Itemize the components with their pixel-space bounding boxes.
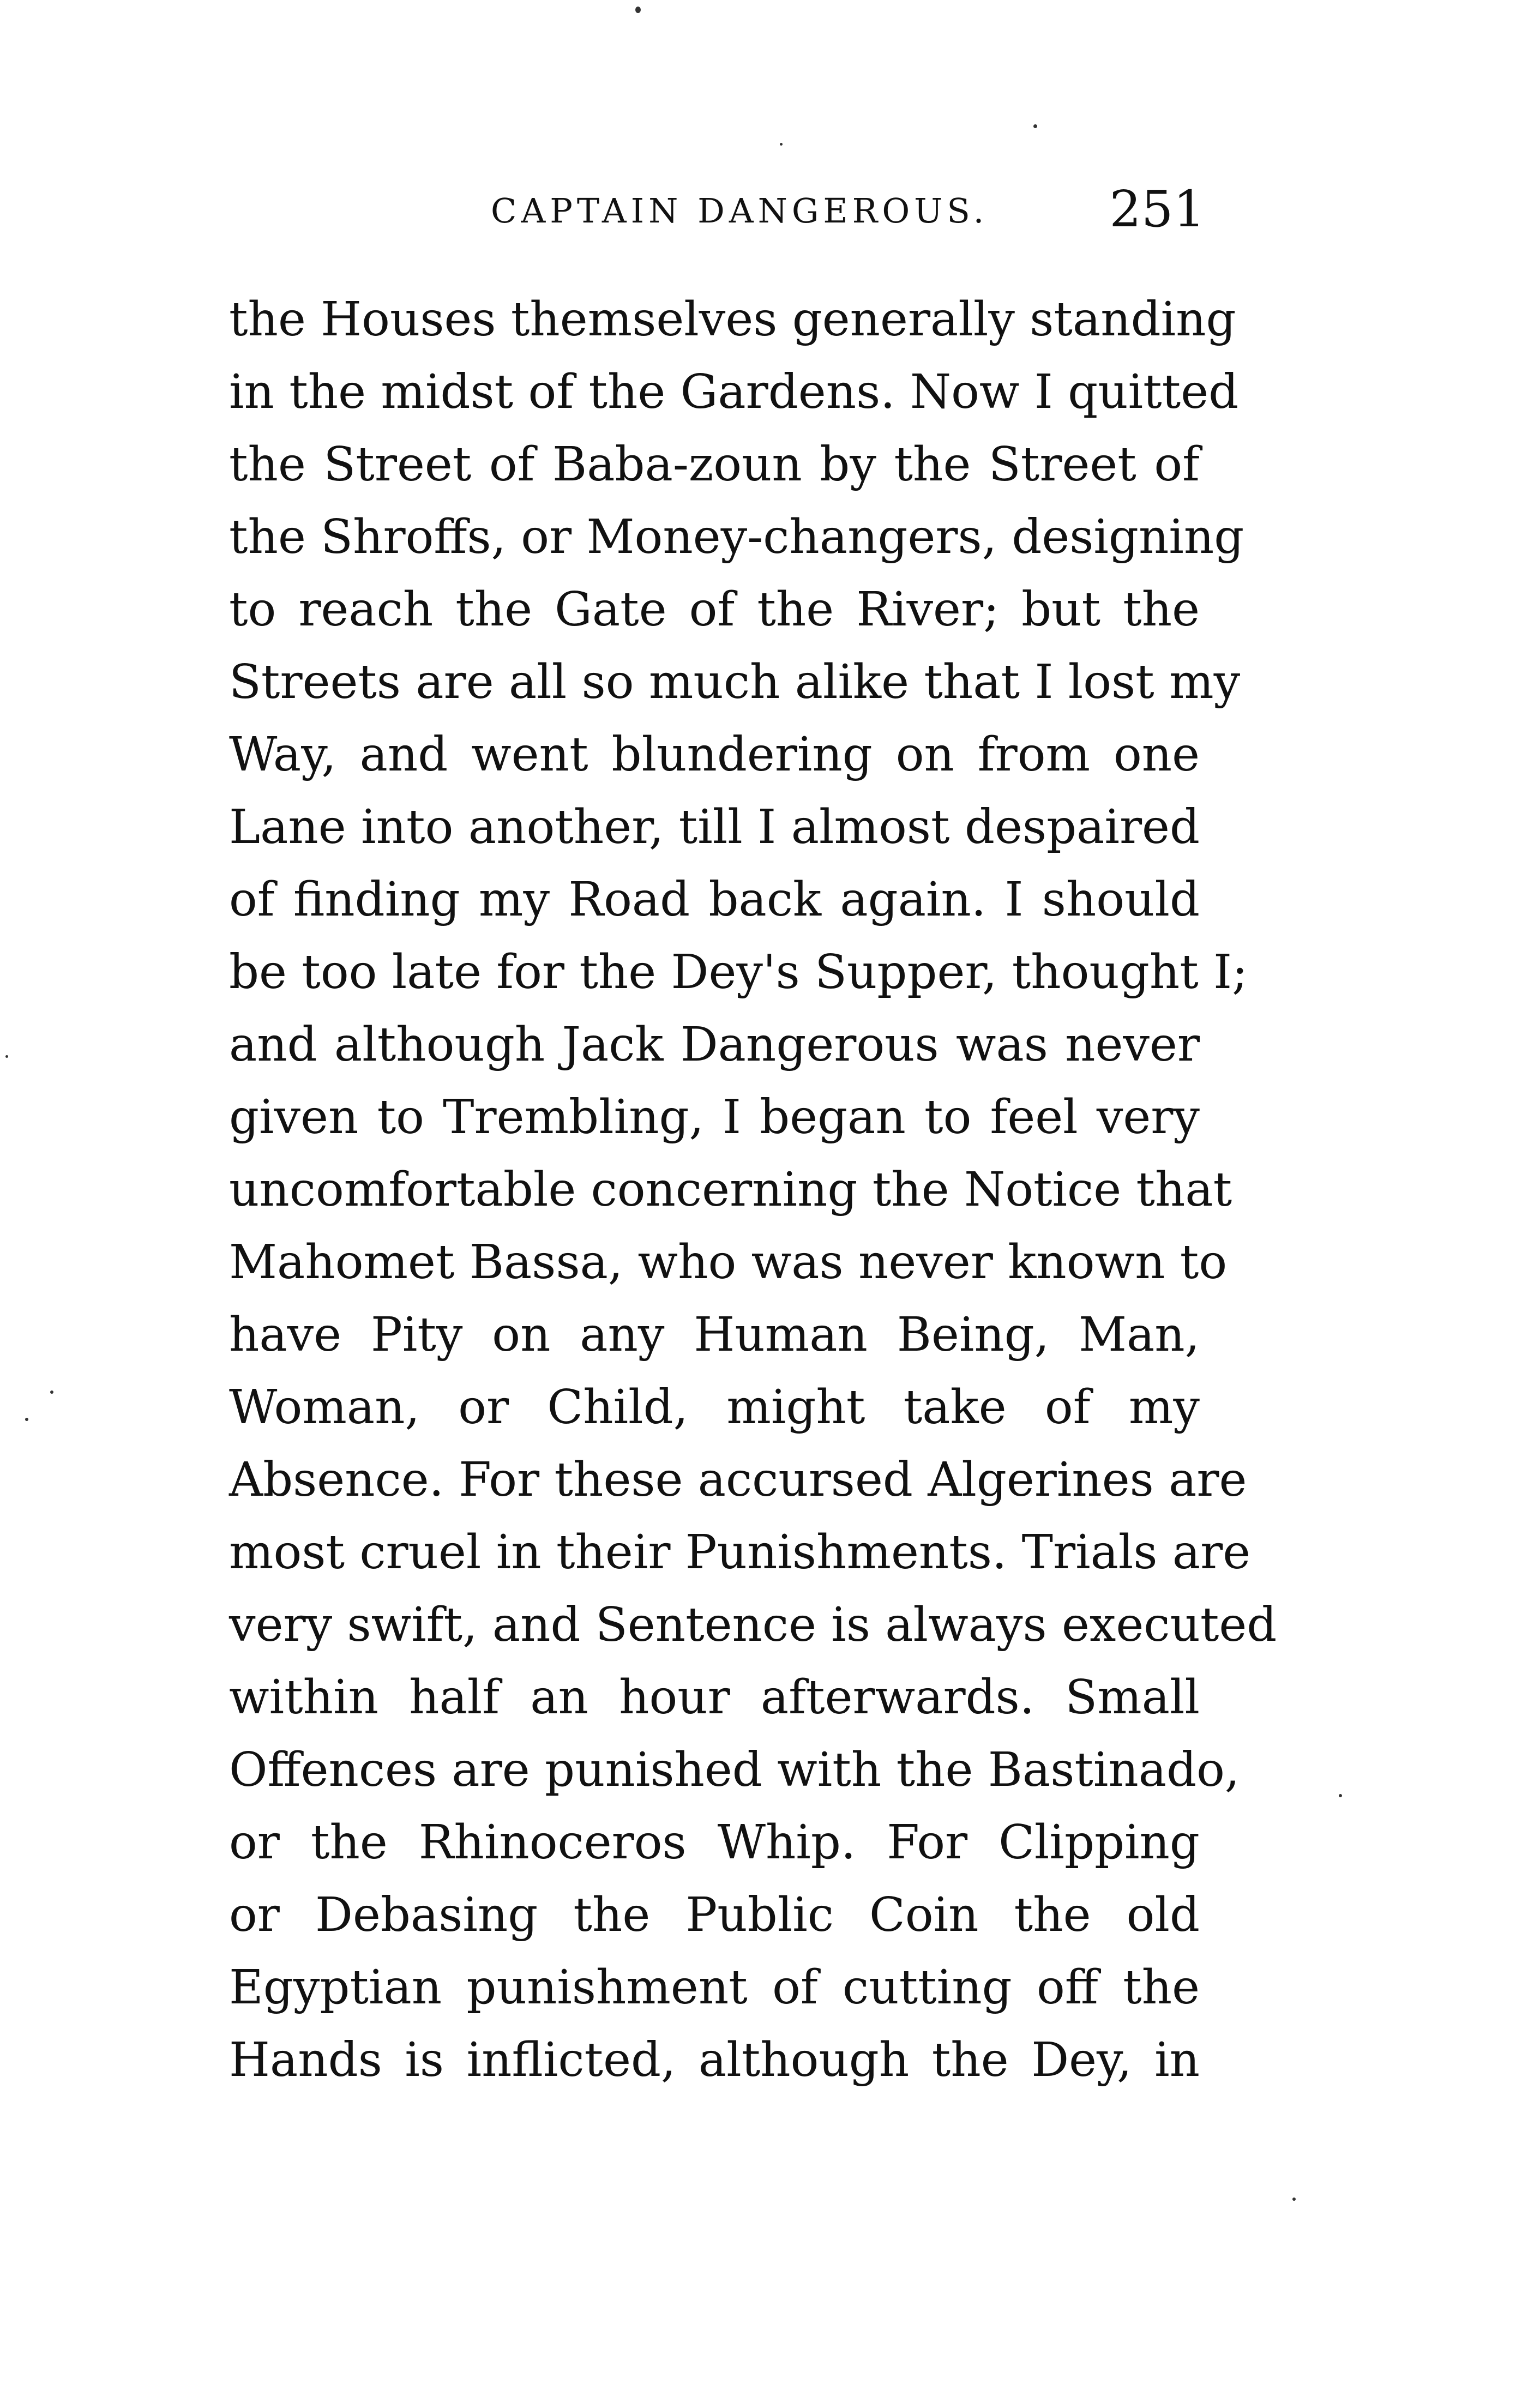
text-line: Offences are punished with the Bastinado, (229, 1743, 1240, 1797)
text-line: the Shroffs, or Money-changers, designing (229, 510, 1244, 564)
scan-speck (635, 7, 641, 13)
page-number: 251 (1109, 180, 1205, 238)
text-line: Lane into another, till I almost despaired (229, 800, 1200, 854)
scan-speck (780, 143, 783, 146)
text-line: and although Jack Dangerous was never (229, 1018, 1200, 1072)
text-line: in the midst of the Gardens. Now I quitted (229, 365, 1239, 419)
text-line: be too late for the Dey's Supper, thought I; (229, 945, 1248, 1000)
running-head (229, 180, 1205, 240)
text-line: Streets are all so much alike that I lost my (229, 655, 1241, 709)
scan-speck (5, 1055, 8, 1058)
text-line: Woman, or Child, might take of my (229, 1380, 1200, 1435)
scan-speck (1339, 1794, 1342, 1797)
running-title: CAPTAIN DANGEROUS. (491, 191, 989, 231)
text-line: within half an hour afterwards. Small (229, 1670, 1200, 1725)
text-line: most cruel in their Punishments. Trials are (229, 1525, 1251, 1580)
scan-speck (1033, 124, 1037, 128)
text-line: or the Rhinoceros Whip. For Clipping (229, 1815, 1200, 1870)
text-line: Hands is inflicted, although the Dey, in (229, 2033, 1200, 2087)
scan-speck (50, 1390, 53, 1394)
body-text (229, 284, 1277, 2097)
text-line: very swift, and Sentence is always executed (229, 1598, 1277, 1652)
text-line: of finding my Road back again. I should (229, 872, 1200, 927)
scan-speck (1292, 2198, 1296, 2201)
text-line: Absence. For these accursed Algerines are (229, 1453, 1247, 1507)
text-line: given to Trembling, I began to feel very (229, 1090, 1200, 1145)
text-line: Egyptian punishment of cutting off the (229, 1960, 1200, 2015)
text-line: the Street of Baba-zoun by the Street of (229, 437, 1200, 492)
scan-speck (25, 1418, 28, 1421)
text-line: uncomfortable concerning the Notice that (229, 1163, 1232, 1217)
text-line: Mahomet Bassa, who was never known to (229, 1235, 1228, 1290)
text-line: Way, and went blundering on from one (229, 727, 1200, 782)
text-line: to reach the Gate of the River; but the (229, 582, 1200, 637)
text-line: the Houses themselves generally standing (229, 292, 1236, 347)
text-line: have Pity on any Human Being, Man, (229, 1308, 1200, 1362)
text-line: or Debasing the Public Coin the old (229, 1888, 1200, 1942)
